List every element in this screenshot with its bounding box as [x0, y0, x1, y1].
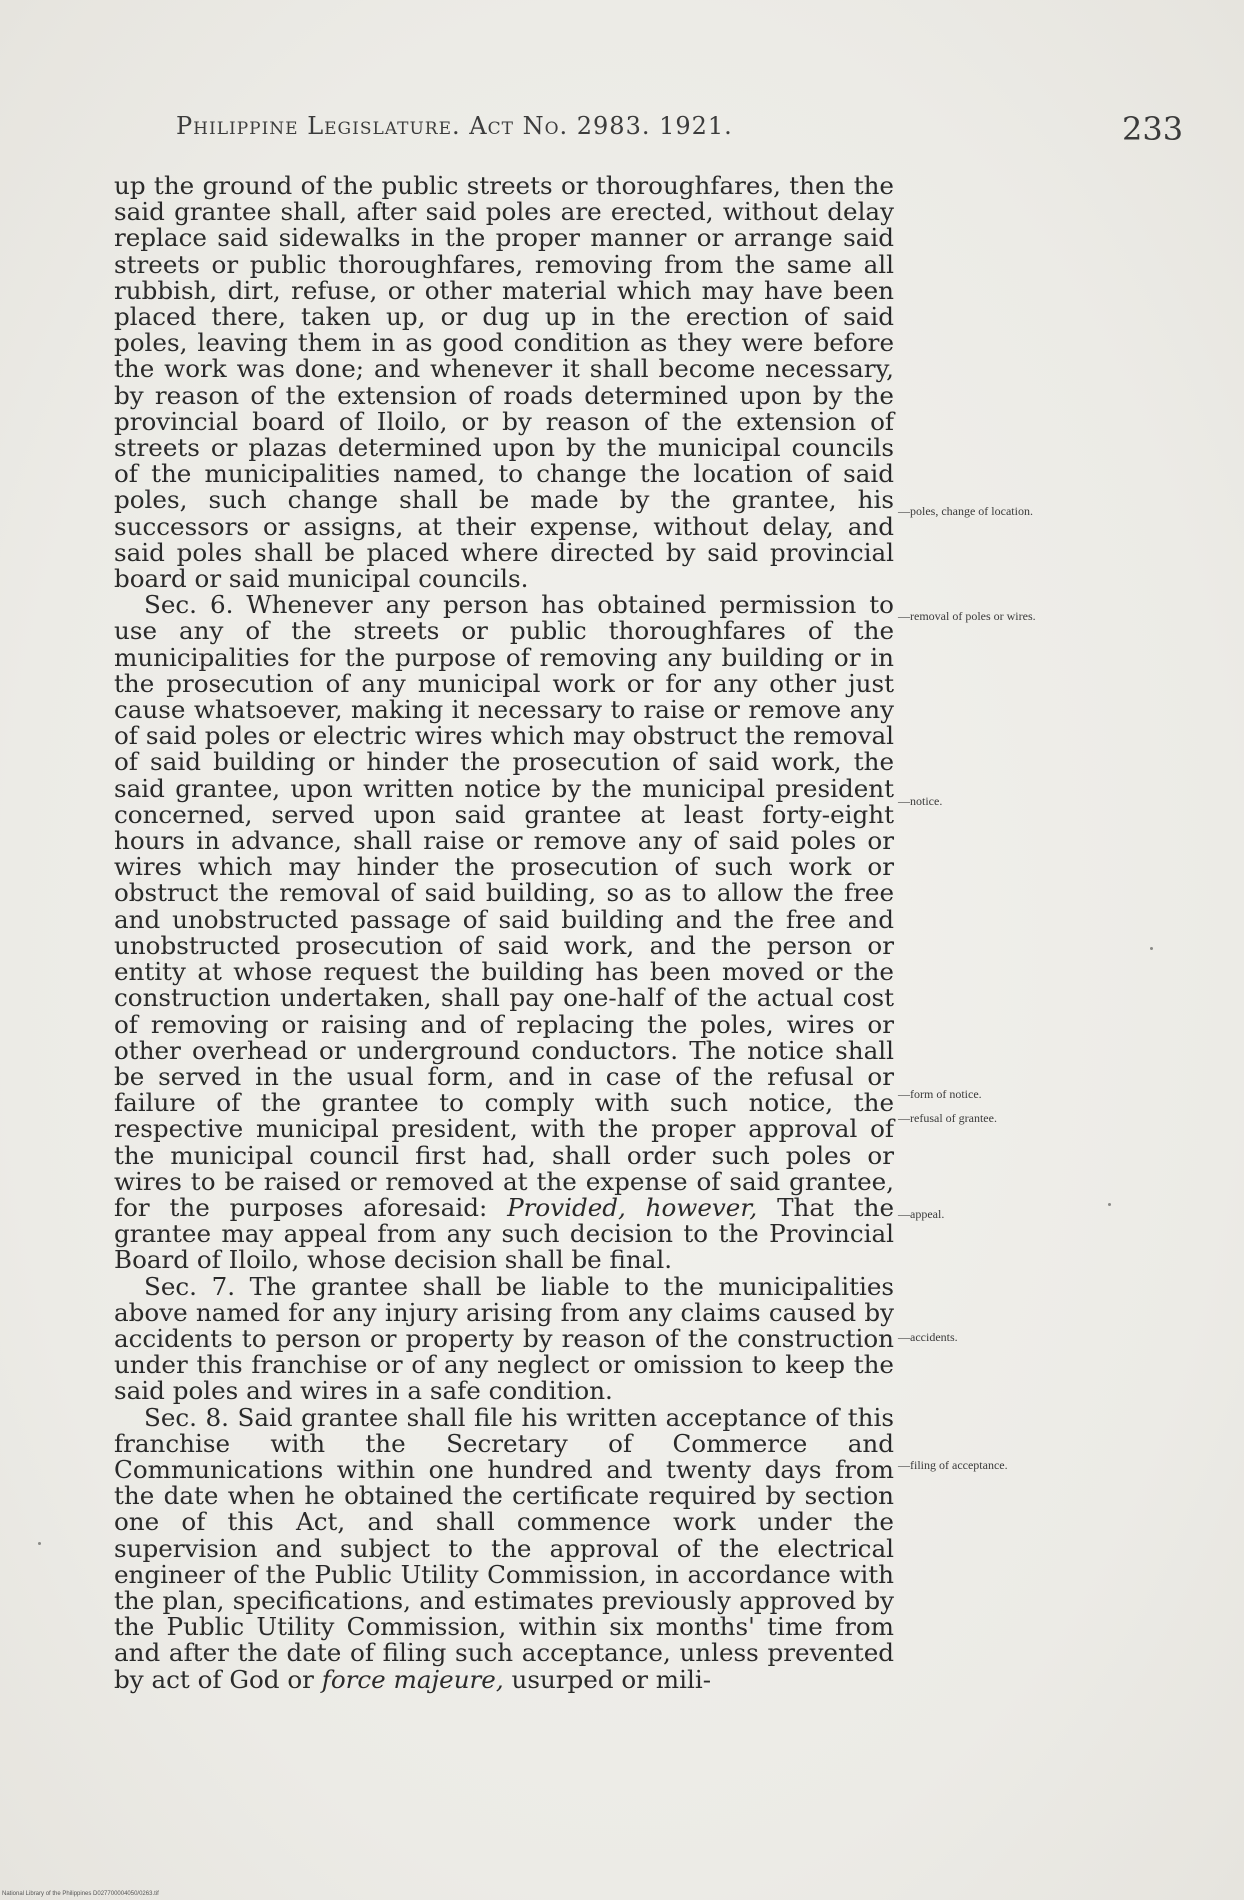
page-number: 233 — [1122, 110, 1184, 148]
margin-note-refusal: —refusal of grantee. — [898, 1111, 997, 1125]
section-8-text: Sec. 8. Said grantee shall file his written acceptance of this franchise with the Secretary of Commerce and Communications within one hundred and twenty days from the date when he obtained the certificate required by section one of this Act, and shall commence work under the supervision and subject to the approval of the electrical engineer of the Public Utility Commission, in accordance with the plan, specifications, and estimates previously approved by the Public Utility Commission, within six months' time from and after the date of filing such acceptance, unless prevented by act of God or — [114, 1402, 894, 1694]
margin-note-notice: —notice. — [898, 794, 943, 808]
margin-note-form-of-notice: —form of notice. — [898, 1087, 982, 1101]
scan-speck — [38, 1542, 41, 1545]
scan-speck — [1150, 947, 1153, 950]
margin-note-appeal: —appeal. — [898, 1207, 945, 1221]
margin-note-removal: —removal of poles or wires. — [898, 609, 1036, 623]
scan-speck — [1108, 1203, 1111, 1206]
scan-footer: National Library of the Philippines D027700004050/0263.tif — [2, 1891, 159, 1897]
section-6-text: Sec. 6. Whenever any person has obtained permission to use any of the streets or public thoroughfares of the municipalities for the purpose of removing any building or in the prosecution of any municipal work or for any other just cause whatsoever, making it necessary to raise or remove any of said poles or electric wires which may obstruct the removal of said building or hinder the prosecution of said work, the said grantee, upon written notice by the municipal president concerned, served upon said grantee at least forty-eight hours in advance, shall raise or remove any of said poles or wires which may hinder the prosecution of such work or obstruct the removal of said building, so as to allow the free and unobstructed passage of said building and the free and unobstructed prosecution of said work, and the person or entity at whose request the building has been moved or the construction undertaken, shall pay one-half of the actual cost of removing or raising and of replacing the poles, wires or other overhead or underground conductors. The notice shall be served in the usual form, and in case of the refusal or failure of the grantee to comply with such notice, the respective municipal president, with the proper approval of the municipal council first had, shall order such poles or wires to be raised or removed at the expense of said grantee, for the purposes aforesaid: — [114, 590, 894, 1222]
paragraph-section-7: Sec. 7. The grantee shall be liable to the municipalities above named for any injury arising from any claims caused by accidents to person or property by reason of the construction under this franchise or of any neglect or omission to keep the said poles and wires in a safe condition. — [114, 1271, 894, 1406]
section-8-force-majeure: force majeure, — [321, 1664, 504, 1694]
body-text — [114, 173, 894, 1693]
margin-note-poles-change: —poles, change of location. — [898, 504, 1033, 518]
paragraph-section-8 — [114, 1402, 894, 1694]
margin-note-filing: —filing of acceptance. — [898, 1458, 1008, 1472]
paragraph-continuation: up the ground of the public streets or thoroughfares, then the said grantee shall, after said poles are erected, without delay replace said sidewalks in the proper manner or arrange said streets or public thoroughfares, removing from the same all rubbish, dirt, refuse, or other material which may have been placed there, taken up, or dug up in the erection of said poles, leaving them in as good condition as they were before the work was done; and whenever it shall become necessary, by reason of the extension of roads determined upon by the provincial board of Iloilo, or by reason of the extension of streets or plazas determined upon by the municipal councils of the municipalities named, to change the location of said poles, such change shall be made by the grantee, his successors or assigns, at their expense, without delay, and said poles shall be placed where directed by said provincial board or said municipal councils. — [114, 171, 894, 594]
section-6-text-end: That the grantee may appeal from any such decision to the Provincial Board of Iloilo, whose decision shall be final. — [114, 1192, 894, 1275]
paragraph-section-6 — [114, 592, 894, 1273]
running-header: Philippine Legislature. Act No. 2983. 1921. — [176, 112, 733, 140]
section-8-text-end: usurped or mili- — [503, 1664, 712, 1694]
margin-note-accidents: —accidents. — [898, 1330, 958, 1344]
section-6-proviso: Provided, however, — [507, 1192, 758, 1222]
